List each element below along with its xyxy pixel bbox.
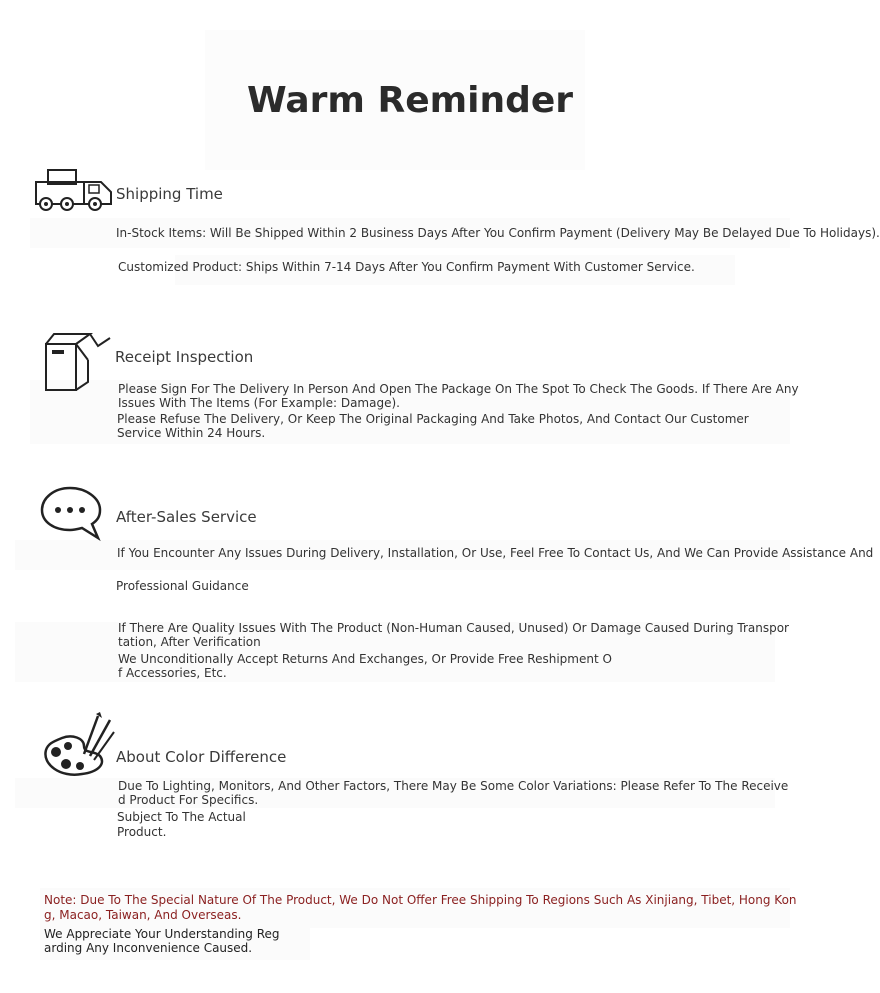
- shipping-line: In-Stock Items: Will Be Shipped Within 2 Business Days After You Confirm Payment (Delivery May Be Delayed Due To Holidays).: [116, 226, 880, 240]
- after-sales-line: Professional Guidance: [116, 579, 249, 593]
- chat-icon: [40, 486, 104, 544]
- color-line: Product.: [117, 825, 167, 839]
- palette-icon: [40, 710, 116, 784]
- truck-icon: [33, 168, 123, 217]
- color-line: d Product For Specifics.: [118, 793, 259, 807]
- page-title: Warm Reminder: [246, 80, 574, 121]
- shipping-note: g, Macao, Taiwan, And Overseas.: [44, 908, 242, 922]
- shipping-line: Customized Product: Ships Within 7-14 Days After You Confirm Payment With Customer Service.: [118, 260, 695, 274]
- color-line: Subject To The Actual: [117, 810, 246, 824]
- receipt-line: Please Refuse The Delivery, Or Keep The Original Packaging And Take Photos, And Contact Our Customer: [117, 412, 749, 426]
- section-heading-after-sales: After-Sales Service: [116, 508, 257, 526]
- after-sales-line: If You Encounter Any Issues During Delivery, Installation, Or Use, Feel Free To Contact Us, And We Can Provide Assistance And: [117, 546, 874, 560]
- after-sales-line: f Accessories, Etc.: [118, 666, 227, 680]
- appreciation-text: We Appreciate Your Understanding Reg: [44, 927, 280, 941]
- shipping-note: Note: Due To The Special Nature Of The Product, We Do Not Offer Free Shipping To Regions Such As Xinjiang, Tibet, Hong Kon: [44, 893, 797, 907]
- box-icon: [40, 332, 112, 398]
- receipt-line: Service Within 24 Hours.: [117, 426, 266, 440]
- section-heading-receipt: Receipt Inspection: [115, 348, 254, 366]
- receipt-line: Issues With The Items (For Example: Damage).: [118, 396, 400, 410]
- after-sales-line: tation, After Verification: [118, 635, 261, 649]
- appreciation-text: arding Any Inconvenience Caused.: [44, 941, 253, 955]
- section-heading-color: About Color Difference: [116, 748, 287, 766]
- section-heading-shipping: Shipping Time: [116, 185, 223, 203]
- color-line: Due To Lighting, Monitors, And Other Factors, There May Be Some Color Variations: Please Refer To The Receive: [118, 779, 789, 793]
- receipt-line: Please Sign For The Delivery In Person And Open The Package On The Spot To Check The Goods. If There Are Any: [118, 382, 799, 396]
- after-sales-line: We Unconditionally Accept Returns And Exchanges, Or Provide Free Reshipment O: [118, 652, 612, 666]
- after-sales-line: If There Are Quality Issues With The Product (Non-Human Caused, Unused) Or Damage Caused During Transpor: [118, 621, 789, 635]
